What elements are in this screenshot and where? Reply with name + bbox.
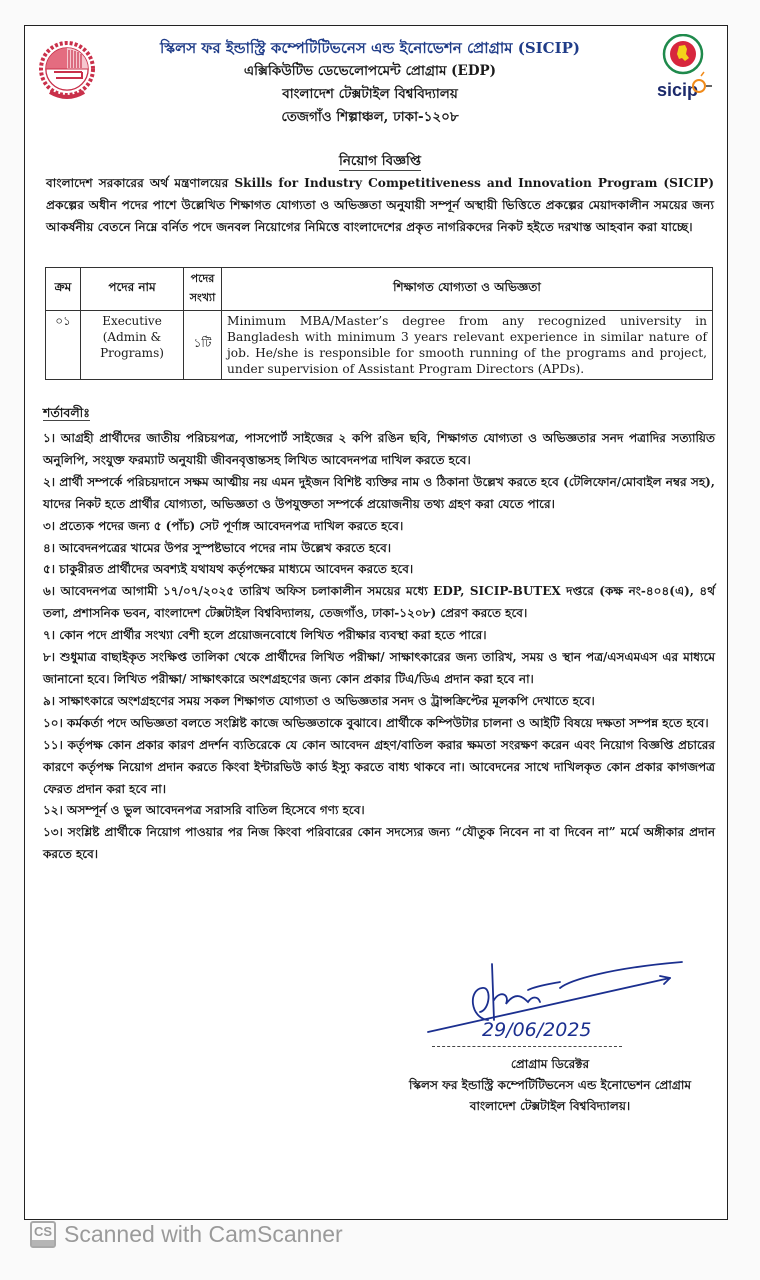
term-item: ৭। কোন পদে প্রার্থীর সংখ্যা বেশী হলে প্রয়োজনবোধে লিখিত পরীক্ষার ব্যবস্থা করা হতে পারে। xyxy=(43,628,487,643)
term-item: ৪। আবেদনপত্রের খামের উপর সুস্পষ্টভাবে পদের নাম উল্লেখ করতে হবে। xyxy=(43,540,392,555)
letterhead xyxy=(100,36,640,129)
terms-title-text: শর্তাবলীঃ xyxy=(43,405,90,420)
terms-title xyxy=(43,405,90,425)
header-qualification: শিক্ষাগত যোগ্যতা ও অভিজ্ঞতা xyxy=(222,268,713,311)
handwritten-signature xyxy=(420,960,690,1040)
term-item: ৩। প্রত্যেক পদের জন্য ৫ (পাঁচ) সেট পূর্ণাঙ্গ আবেদনপত্র দাখিল করতে হবে। xyxy=(43,518,404,533)
butex-logo xyxy=(36,36,98,106)
table-row xyxy=(46,311,713,380)
signoff-block xyxy=(360,1054,740,1117)
signatory-designation: প্রোগ্রাম ডিরেক্টর xyxy=(510,1057,590,1071)
term-item: ৯। সাক্ষাৎকারে অংশগ্রহণের সময় সকল শিক্ষাগত যোগ্যতা ও অভিজ্ঞতার সনদ ও ট্রান্সক্রিপ্টের মূলকপি দেখাতে হবে। xyxy=(43,693,595,708)
term-item: ৬। আবেদনপত্র আগামী ১৭/০৭/২০২৫ তারিখ অফিস চলাকালীন সময়ের মধ্যে EDP, SICIP-BUTEX দপ্তরে (কক্ষ নং-৪০৪(এ), ৪র্থ তলা, প্রশাসনিক ভবন, বাংলাদেশ টেক্সটাইল বিশ্ববিদ্যালয়, তেজগাঁও, ঢাকা-১২০৮) প্রেরণ করতে হবে। xyxy=(43,584,715,621)
sicip-logo-text: sicip xyxy=(657,80,699,100)
cell-post-count: ১টি xyxy=(184,311,222,380)
notice-intro: বাংলাদেশ সরকারের অর্থ মন্ত্রণালয়ের Skills for Industry Competitiveness and Innovation Program (SICIP) প্রকল্পের অধীন পদের পাশে উল্লেখিত শিক্ষাগত যোগ্যতা ও অভিজ্ঞতা অনুযায়ী সম্পূর্ন অস্থায়ী ভিত্তিতে প্রকল্পের মেয়াদকালীন সময়ের জন্য আকর্ষনীয় বেতনে নিম্নে বর্নিত পদে জনবল নিয়োগের নিমিত্তে বাংলাদেশের প্রকৃত নাগরিকদের নিকট হইতে দরখাস্ত আহবান করা যাচ্ছে। xyxy=(46,176,714,234)
signatory-program: স্কিলস ফর ইন্ডাস্ট্রি কম্পেটিটিভনেস এন্ড ইনোভেশন প্রোগ্রাম xyxy=(408,1078,691,1092)
signature-line xyxy=(432,1046,622,1047)
cell-post-name: Executive (Admin & Programs) xyxy=(81,311,184,380)
term-item: ২। প্রার্থী সম্পর্কে পরিচয়দানে সক্ষম আত্মীয় নয় এমন দুইজন বিশিষ্ট ব্যক্তির নাম ও ঠিকানা উল্লেখ করতে হবে (টেলিফোন/মোবাইল নম্বর সহ), যাদের নিকট হতে প্রার্থীর যোগ্যতা, অভিজ্ঞতা ও উপযুক্ততা সম্পর্কে প্রয়োজনীয় তথ্য গ্রহণ করা যেতে পারে। xyxy=(43,474,715,511)
term-item: ১২। অসম্পূর্ন ও ভুল আবেদনপত্র সরাসরি বাতিল হিসেবে গণ্য হবে। xyxy=(43,803,365,818)
cell-serial: ০১ xyxy=(46,311,81,380)
notice-title xyxy=(0,150,760,173)
signature-date: 29/06/2025 xyxy=(482,1019,592,1040)
signatory-institution: বাংলাদেশ টেক্সটাইল বিশ্ববিদ্যালয়। xyxy=(469,1099,631,1113)
term-item: ১১। কর্তৃপক্ষ কোন প্রকার কারণ প্রদর্শন ব্যতিরেকে যে কোন আবেদন গ্রহণ/বাতিল করার ক্ষমতা সংরক্ষণ করেন এবং নিয়োগ বিজ্ঞপ্তি প্রচারের কারণে কর্তৃপক্ষ নিয়োগ প্রদান করতে কিংবা ইন্টারভিউ কার্ড ইস্যু করতে বাধ্য থাকবে না। আবেদনের সাথে দাখিলকৃত কোন প্রকার কাগজপত্র ফেরত প্রদান করা হবে না। xyxy=(43,737,715,796)
term-item: ১৩। সংশ্লিষ্ট প্রার্থীকে নিয়োগ পাওয়ার পর নিজ কিংবা পরিবারের কোন সদস্যের জন্য “যৌতুক নিবেন না বা দিবেন না” মর্মে অঙ্গীকার প্রদান করতে হবে। xyxy=(43,825,715,862)
term-item: ১। আগ্রহী প্রার্থীদের জাতীয় পরিচয়পত্র, পাসপোর্ট সাইজের ২ কপি রঙিন ছবি, শিক্ষাগত যোগ্যতা ও অভিজ্ঞতার সনদ পত্রাদির সত্যায়িত অনুলিপি, সংযুক্ত ফরম্যাট অনুযায়ী জীবনবৃত্তান্তসহ লিখিত আবেদনপত্র দাখিল করতে হবে। xyxy=(43,431,715,467)
term-item: ৮। শুধুমাত্র বাছাইকৃত সংক্ষিপ্ত তালিকা থেকে প্রার্থীদের লিখিত পরীক্ষা/ সাক্ষাৎকারের জন্য তারিখ, সময় ও স্থান পত্র/এসএমএস এর মাধ্যমে জানানো হবে। লিখিত পরীক্ষা/ সাক্ষাৎকারে অংশগ্রহণের জন্য কোন প্রকার টিএ/ডিএ প্রদান করা হবে না। xyxy=(43,650,715,686)
cell-qualification: Minimum MBA/Master’s degree from any recognized university in Bangladesh with minimum 3 years relevant experience in similar nature of job. He/she is responsible for smooth running of the programs and project, under supervision of Assistant Program Directors (APDs). xyxy=(222,311,713,380)
sub-program-title: এক্সিকিউটিভ ডেভেলোপমেন্ট প্রোগ্রাম (EDP) xyxy=(243,63,497,79)
header-post-name: পদের নাম xyxy=(81,268,184,311)
term-item: ১০। কর্মকর্তা পদে অভিজ্ঞতা বলতে সংশ্লিষ্ট কাজে অভিজ্ঞতাকে বুঝাবে। প্রার্থীকে কম্পিউটার চালনা ও আইটি বিষয়ে দক্ষতা সম্পন্ন হতে হবে। xyxy=(43,715,709,730)
header-serial: ক্রম xyxy=(46,268,81,311)
header-post-count: পদের সংখ্যা xyxy=(184,268,222,311)
posts-table xyxy=(45,267,713,380)
govt-seal-sicip-logo xyxy=(655,34,715,106)
term-item: ৫। চাকুরীরত প্রার্থীদের অবশ্যই যথাযথ কর্তৃপক্ষের মাধ্যমে আবেদন করতে হবে। xyxy=(43,562,414,577)
camscanner-watermark xyxy=(30,1221,343,1248)
camscanner-icon: CS xyxy=(30,1221,56,1248)
camscanner-text: Scanned with CamScanner xyxy=(64,1221,343,1247)
university-address: তেজগাঁও শিল্পাঞ্চল, ঢাকা-১২০৮ xyxy=(281,109,459,125)
terms-list xyxy=(43,428,715,866)
university-name: বাংলাদেশ টেক্সটাইল বিশ্ববিদ্যালয় xyxy=(282,86,458,102)
notice-title-text: নিয়োগ বিজ্ঞপ্তি xyxy=(338,153,421,169)
program-title: স্কিলস ফর ইন্ডাস্ট্রি কম্পেটিটিভনেস এন্ড ইনোভেশন প্রোগ্রাম (SICIP) xyxy=(159,39,580,57)
table-header-row xyxy=(46,268,713,311)
